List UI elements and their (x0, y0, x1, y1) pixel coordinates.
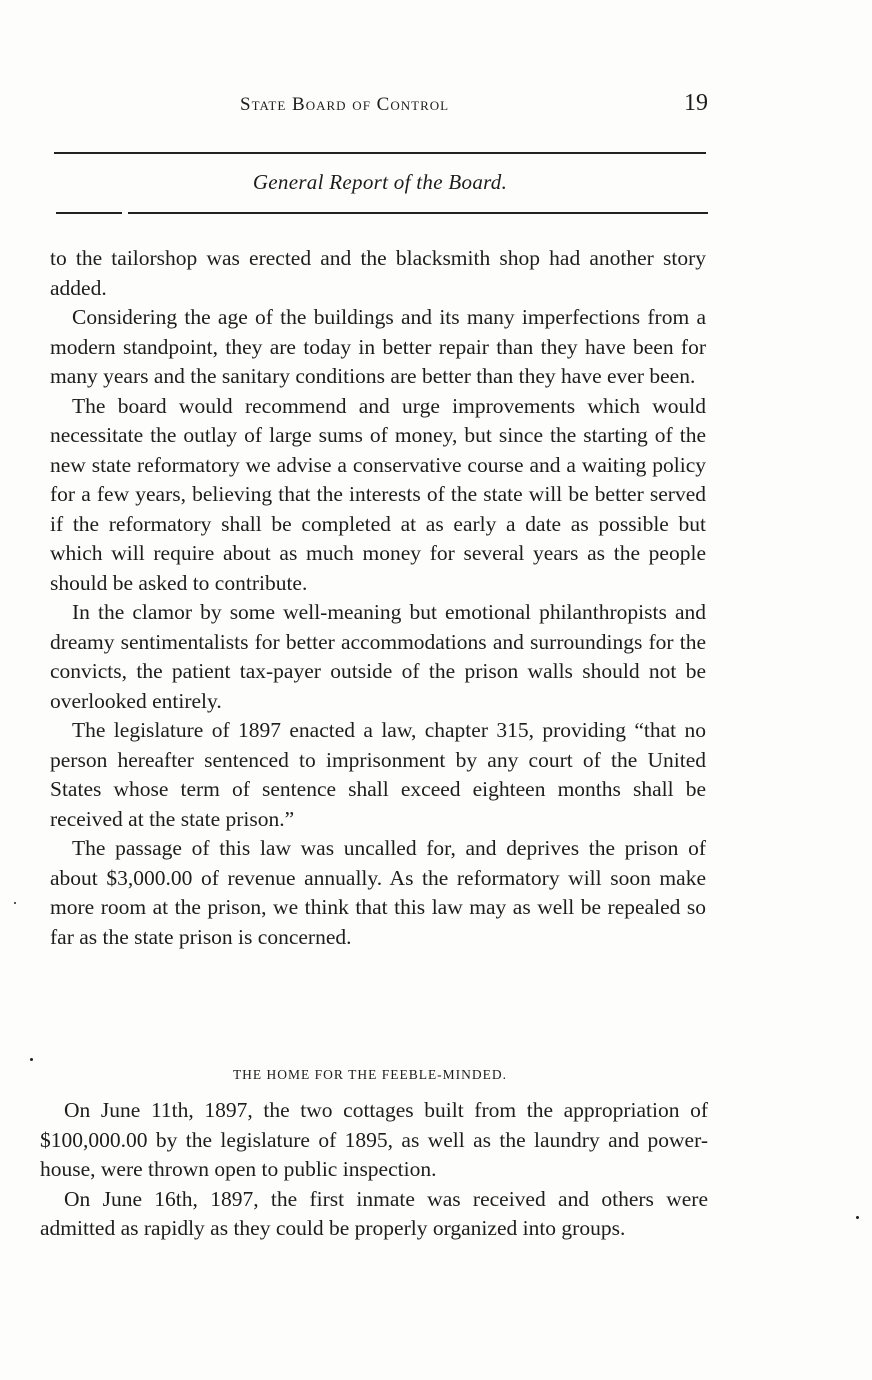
paragraph: On June 11th, 1897, the two cottages built from the appropriation of $100,000.00 by the legislature of 1895, as well as the laundry and power-house, were thrown open to public inspection. (40, 1098, 708, 1181)
main-body (50, 244, 706, 952)
page-number: 19 (684, 90, 708, 116)
paragraph: The legislature of 1897 enacted a law, chapter 315, providing “that no person hereafter sentenced to imprisonment by any court of the United States whose term of sentence shall exceed eighteen months shall be received at the state prison.” (50, 718, 706, 831)
running-title: State Board of Control (240, 94, 450, 115)
header-rule-bottom-left (56, 212, 122, 214)
paragraph: In the clamor by some well-meaning but emotional philanthropists and dreamy sentimentalists for better accommodations and surroundings for the convicts, the patient tax-payer outside of the prison walls should not be overlooked entirely. (50, 600, 706, 713)
paragraph: Considering the age of the buildings and its many imperfections from a modern standpoint, they are today in better repair than they have been for many years and the sanitary conditions are better than they have ever been. (50, 305, 706, 388)
running-head (0, 86, 872, 126)
header-rule-top (54, 152, 706, 154)
print-speck (30, 1058, 33, 1061)
paragraph: The passage of this law was uncalled for, and deprives the prison of about $3,000.00 of revenue annually. As the reformatory will soon make more room at the prison, we think that this law may as well be repealed so far as the state prison is concerned. (50, 836, 706, 949)
paragraph: On June 16th, 1897, the first inmate was received and others were admitted as rapidly as they could be properly organized into groups. (40, 1186, 708, 1240)
section-title: General Report of the Board. (252, 170, 508, 194)
paragraph: to the tailorshop was erected and the blacksmith shop had another story added. (50, 246, 706, 300)
subsection-title: THE HOME FOR THE FEEBLE-MINDED. (232, 1067, 508, 1082)
paragraph: The board would recommend and urge improvements which would necessitate the outlay of large sums of money, but since the starting of the new state reformatory we advise a conservative course and a waiting policy for a few years, believing that the interests of the state will be better served if the reformatory shall be completed at as early a date as possible but which will require about as much money for several years as the people should be asked to contribute. (50, 393, 706, 595)
print-speck (14, 902, 16, 904)
subsection-body (40, 1096, 708, 1244)
print-speck (856, 1216, 859, 1219)
header-rule-bottom-right (128, 212, 708, 214)
